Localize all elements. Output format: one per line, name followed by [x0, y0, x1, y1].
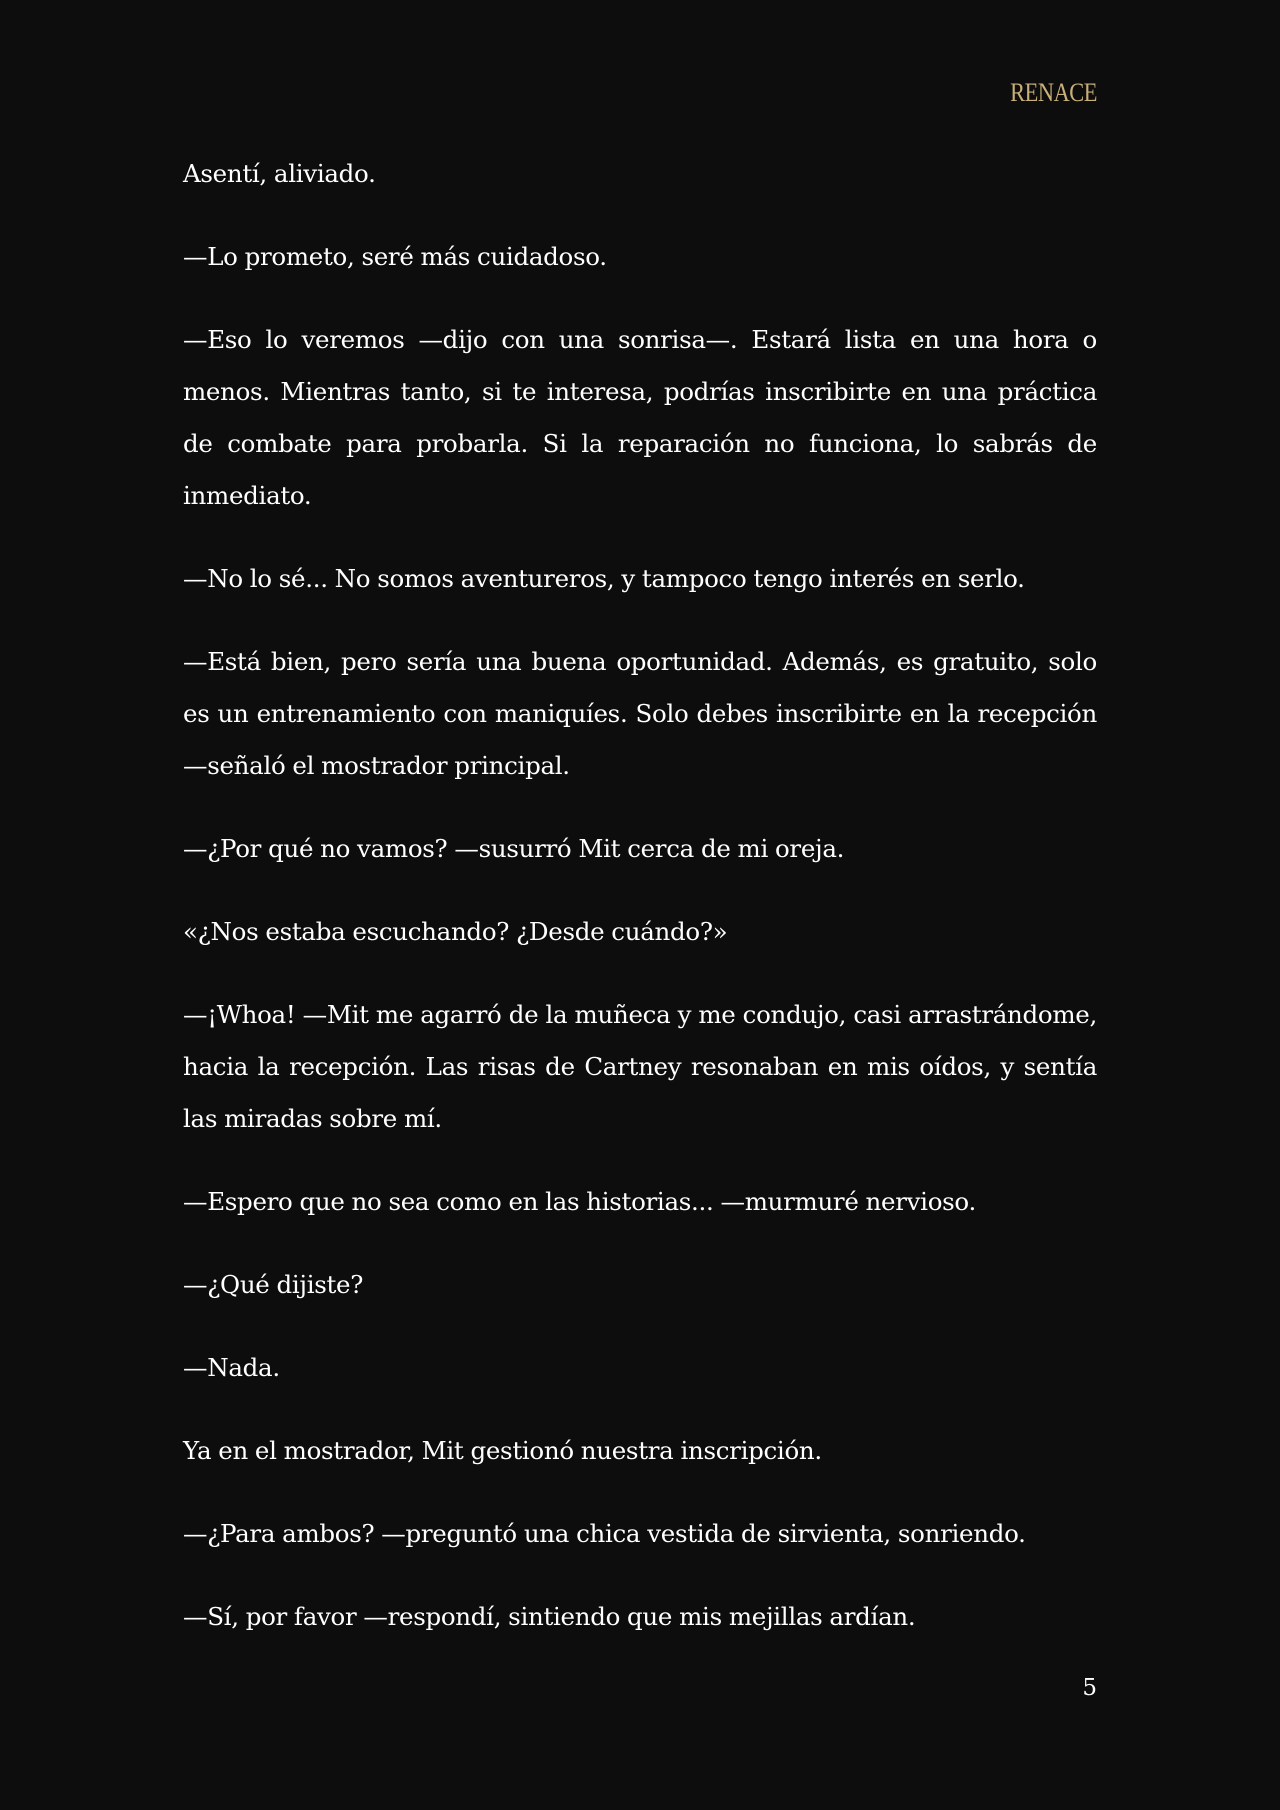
- paragraph: —¡Whoa! —Mit me agarró de la muñeca y me condujo, casi arrastrándome, hacia la recepción. Las risas de Cartney resonaban en mis oídos, y sentía las miradas sobre mí.: [183, 1000, 1097, 1133]
- body-text: [183, 148, 1097, 1674]
- paragraph: —Eso lo veremos —dijo con una sonrisa—. Estará lista en una hora o menos. Mientras tanto, si te interesa, podrías inscribirte en una práctica de combate para probarla. Si la reparación no funciona, lo sabrás de inmediato.: [183, 325, 1097, 510]
- page-number: 5: [1082, 1675, 1097, 1701]
- paragraph: —No lo sé... No somos aventureros, y tampoco tengo interés en serlo.: [183, 564, 1025, 593]
- paragraph: «¿Nos estaba escuchando? ¿Desde cuándo?»: [183, 917, 728, 946]
- paragraph: Asentí, aliviado.: [183, 159, 376, 188]
- paragraph: Ya en el mostrador, Mit gestionó nuestra inscripción.: [183, 1436, 822, 1465]
- paragraph: —Sí, por favor —respondí, sintiendo que mis mejillas ardían.: [183, 1602, 916, 1631]
- paragraph: —Espero que no sea como en las historias... —murmuré nervioso.: [183, 1187, 976, 1216]
- paragraph: —Nada.: [183, 1353, 280, 1382]
- running-header: RENACE: [1010, 78, 1097, 107]
- paragraph: —Está bien, pero sería una buena oportunidad. Además, es gratuito, solo es un entrenamiento con maniquíes. Solo debes inscribirte en la recepción —señaló el mostrador principal.: [183, 647, 1097, 780]
- paragraph: —¿Por qué no vamos? —susurró Mit cerca de mi oreja.: [183, 834, 845, 863]
- paragraph: —¿Qué dijiste?: [183, 1270, 364, 1299]
- paragraph: —Lo prometo, seré más cuidadoso.: [183, 242, 607, 271]
- paragraph: —¿Para ambos? —preguntó una chica vestida de sirvienta, sonriendo.: [183, 1519, 1026, 1548]
